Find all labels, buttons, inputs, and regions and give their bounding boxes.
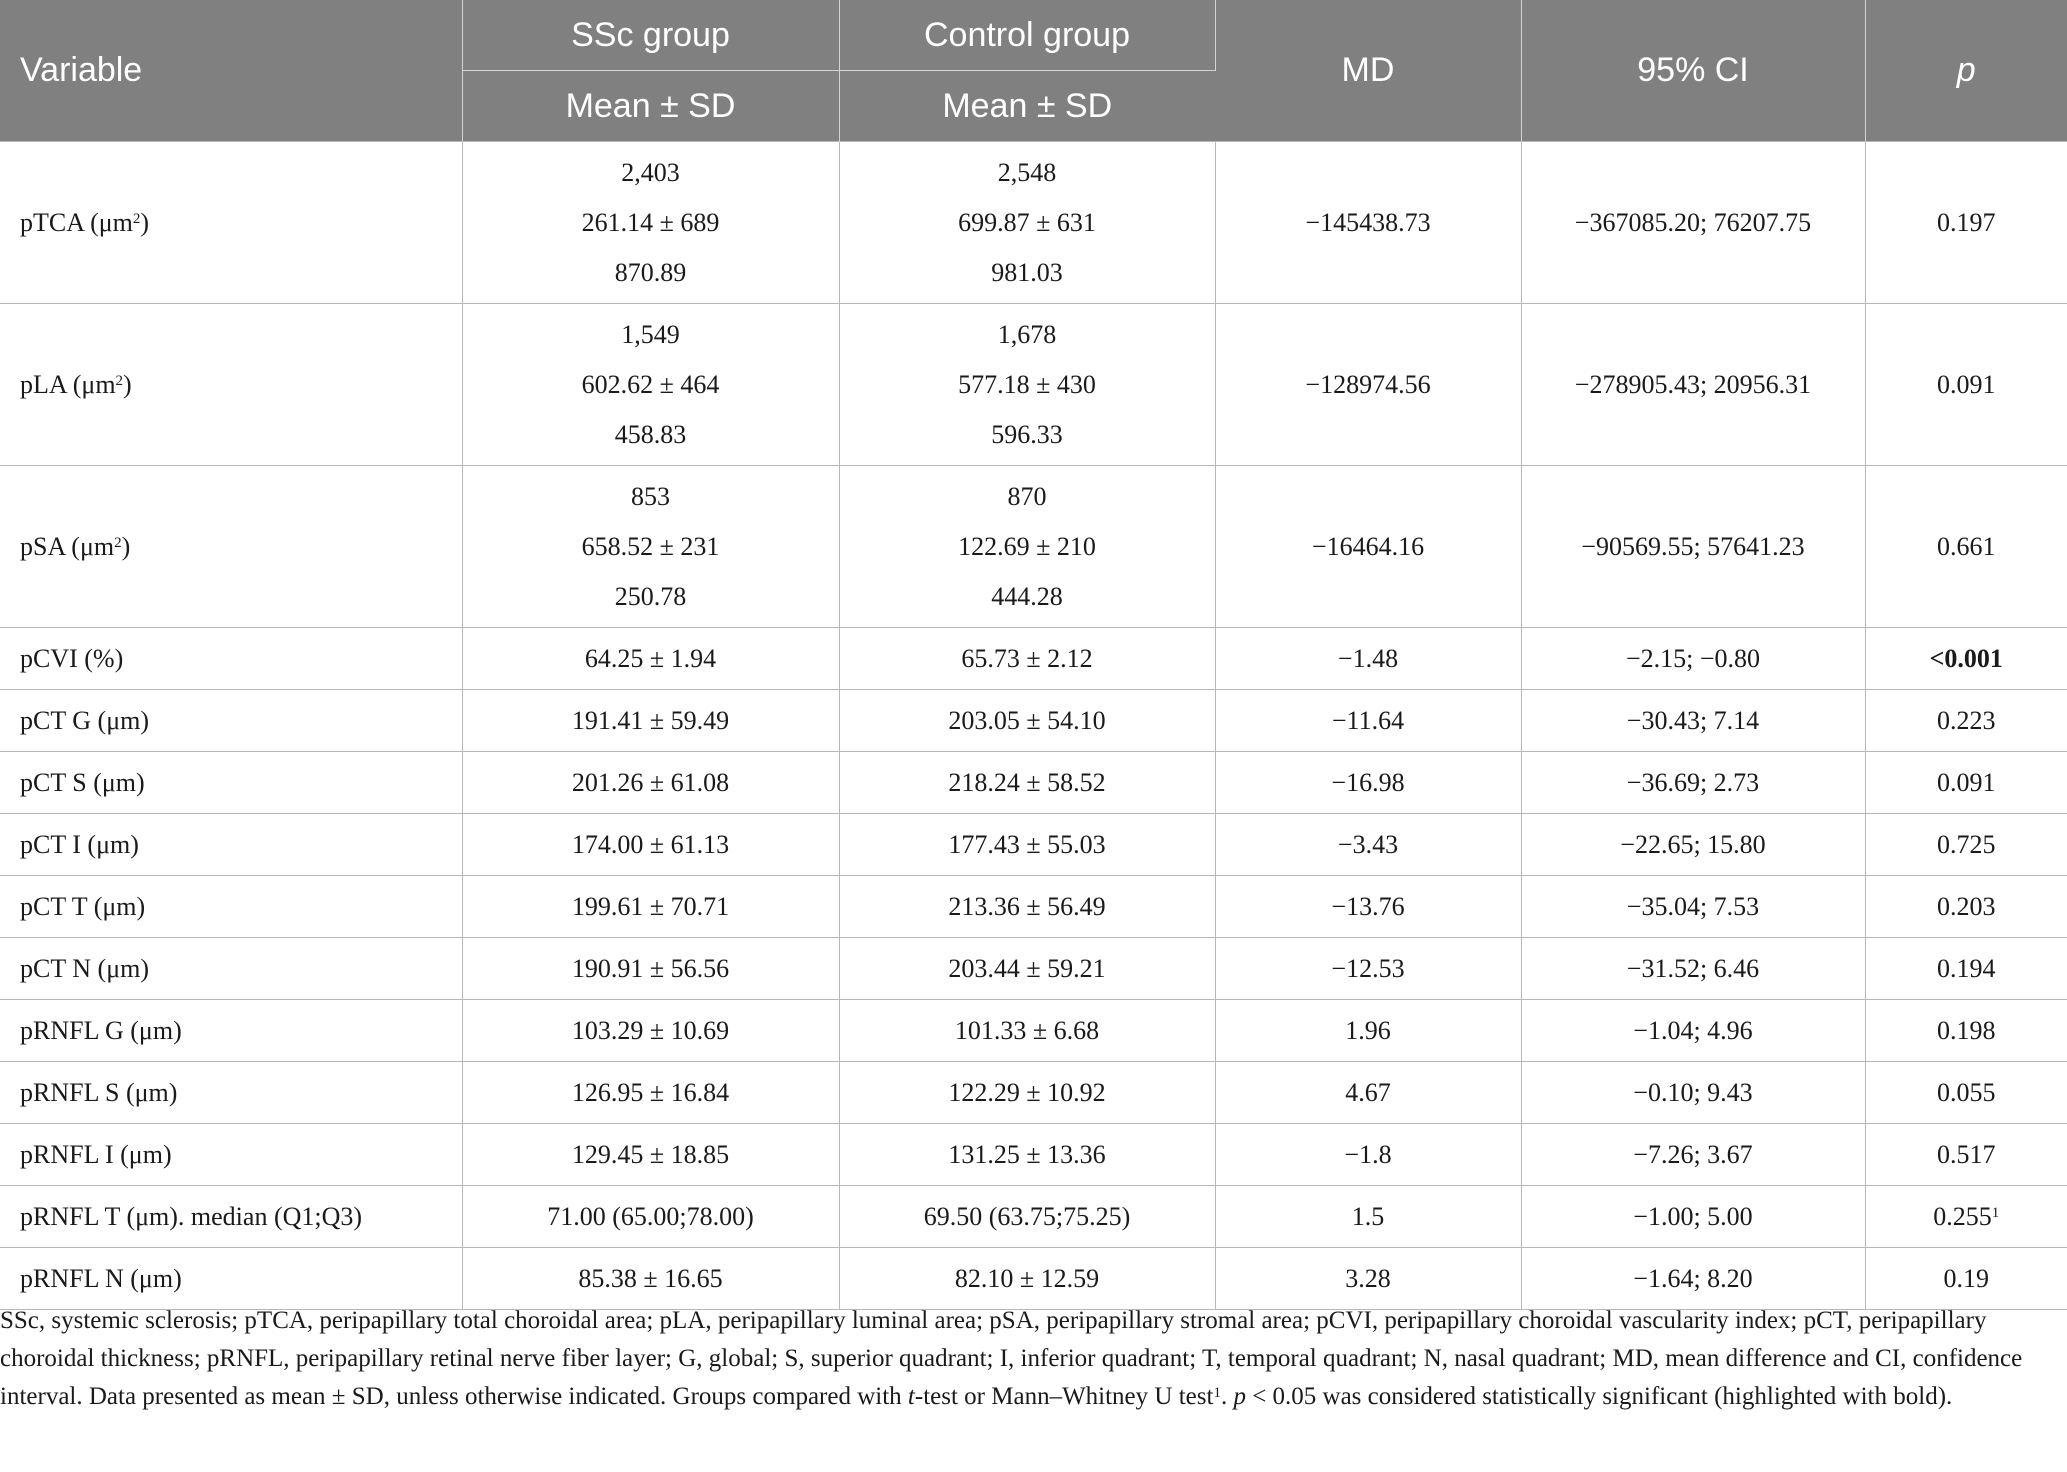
control-value-line: 122.69 ± 210 (958, 531, 1096, 561)
ci-cell: −90569.55; 57641.23 (1521, 466, 1865, 628)
unit-superscript: 2 (114, 534, 122, 551)
ssc-value-cell (462, 466, 839, 628)
variable-close: ) (140, 207, 150, 237)
ssc-value-cell: 103.29 ± 10.69 (462, 1000, 839, 1062)
control-value-cell: 69.50 (63.75;75.25) (839, 1186, 1215, 1248)
control-value-cell (839, 304, 1215, 466)
variable-name: pSA (μm (20, 531, 115, 561)
p-value-cell: 0.055 (1865, 1062, 2067, 1124)
header-ssc-group: SSc group (462, 0, 839, 71)
ci-cell: −36.69; 2.73 (1521, 752, 1865, 814)
ssc-value-cell: 199.61 ± 70.71 (462, 876, 839, 938)
md-cell: 3.28 (1215, 1248, 1521, 1310)
footnote-text-3: . (1220, 1383, 1234, 1410)
table-footnote (0, 1302, 2060, 1416)
table-row (0, 304, 2067, 466)
control-value-line: 596.33 (991, 419, 1063, 449)
table-row (0, 814, 2067, 876)
ssc-value-cell: 191.41 ± 59.49 (462, 690, 839, 752)
control-value-line: 870 (1007, 481, 1047, 511)
header-control-group: Control group (839, 0, 1215, 71)
ssc-value-cell: 174.00 ± 61.13 (462, 814, 839, 876)
variable-cell: pRNFL I (μm) (0, 1124, 462, 1186)
control-value-cell (839, 466, 1215, 628)
md-cell: 1.5 (1215, 1186, 1521, 1248)
control-value-line: 577.18 ± 430 (958, 369, 1096, 399)
ssc-value-cell: 85.38 ± 16.65 (462, 1248, 839, 1310)
control-value-cell: 82.10 ± 12.59 (839, 1248, 1215, 1310)
table-row (0, 876, 2067, 938)
variable-cell (0, 142, 462, 304)
ci-cell: −1.64; 8.20 (1521, 1248, 1865, 1310)
ssc-value-line: 602.62 ± 464 (581, 369, 720, 399)
footnote-text-2: -test or Mann–Whitney U test (914, 1383, 1214, 1410)
ci-cell: −367085.20; 76207.75 (1521, 142, 1865, 304)
variable-name: pLA (μm (20, 369, 116, 399)
variable-cell: pCT I (μm) (0, 814, 462, 876)
p-value-cell: 0.19 (1865, 1248, 2067, 1310)
table-body (0, 142, 2067, 1310)
control-value-cell: 203.05 ± 54.10 (839, 690, 1215, 752)
table-row (0, 1124, 2067, 1186)
table-row (0, 628, 2067, 690)
table-row (0, 752, 2067, 814)
ssc-value-cell (462, 142, 839, 304)
p-value-cell: 0.197 (1865, 142, 2067, 304)
table-header (0, 0, 2067, 142)
unit-superscript: 2 (115, 372, 124, 389)
table-row (0, 466, 2067, 628)
control-value-cell: 213.36 ± 56.49 (839, 876, 1215, 938)
p-value-cell: 0.223 (1865, 690, 2067, 752)
md-cell: −128974.56 (1215, 304, 1521, 466)
md-cell: −1.8 (1215, 1124, 1521, 1186)
md-cell: −12.53 (1215, 938, 1521, 1000)
md-cell: −1.48 (1215, 628, 1521, 690)
footnote-text-4: < 0.05 was considered statistically significant (highlighted with bold). (1245, 1383, 1953, 1410)
p-value-cell: 0.725 (1865, 814, 2067, 876)
ssc-value-line: 458.83 (614, 419, 687, 449)
p-value-cell: 0.203 (1865, 876, 2067, 938)
p-value-cell: <0.001 (1865, 628, 2067, 690)
ci-cell: −30.43; 7.14 (1521, 690, 1865, 752)
footnote-p-italic: p (1233, 1383, 1246, 1410)
table-row (0, 1062, 2067, 1124)
ssc-value-line: 2,403 (621, 157, 680, 187)
variable-cell: pRNFL T (μm). median (Q1;Q3) (0, 1186, 462, 1248)
variable-cell: pCVI (%) (0, 628, 462, 690)
ci-cell: −35.04; 7.53 (1521, 876, 1865, 938)
p-value-cell: 0.517 (1865, 1124, 2067, 1186)
variable-cell: pRNFL N (μm) (0, 1248, 462, 1310)
header-md: MD (1215, 0, 1521, 142)
p-value-cell: 0.194 (1865, 938, 2067, 1000)
ssc-value-cell: 64.25 ± 1.94 (462, 628, 839, 690)
control-value-cell: 131.25 ± 13.36 (839, 1124, 1215, 1186)
control-value-cell: 177.43 ± 55.03 (839, 814, 1215, 876)
ci-cell: −1.00; 5.00 (1521, 1186, 1865, 1248)
ssc-value-cell: 201.26 ± 61.08 (462, 752, 839, 814)
ci-cell: −22.65; 15.80 (1521, 814, 1865, 876)
variable-close: ) (123, 369, 132, 399)
footnote-t-italic: t (907, 1383, 915, 1410)
control-value-line: 444.28 (991, 581, 1063, 611)
md-cell: −3.43 (1215, 814, 1521, 876)
ssc-value-line: 853 (631, 481, 670, 511)
p-value-cell: 0.661 (1865, 466, 2067, 628)
header-control-mean-sd: Mean ± SD (839, 71, 1215, 142)
p-value-cell: 0.091 (1865, 752, 2067, 814)
p-value: 0.255 (1933, 1201, 1992, 1231)
ssc-value-cell: 190.91 ± 56.56 (462, 938, 839, 1000)
table-row (0, 938, 2067, 1000)
ci-cell: −278905.43; 20956.31 (1521, 304, 1865, 466)
table-row (0, 1248, 2067, 1310)
variable-close: ) (121, 531, 131, 561)
ci-cell: −31.52; 6.46 (1521, 938, 1865, 1000)
p-superscript: 1 (1991, 1204, 2000, 1221)
variable-cell: pCT G (μm) (0, 690, 462, 752)
table-row (0, 1000, 2067, 1062)
control-value-line: 1,678 (997, 319, 1057, 349)
header-ssc-mean-sd: Mean ± SD (462, 71, 839, 142)
ssc-value-cell: 129.45 ± 18.85 (462, 1124, 839, 1186)
control-value-line: 699.87 ± 631 (958, 207, 1096, 237)
variable-cell: pRNFL G (μm) (0, 1000, 462, 1062)
ci-cell: −0.10; 9.43 (1521, 1062, 1865, 1124)
ssc-value-line: 870.89 (614, 257, 687, 287)
unit-superscript: 2 (132, 210, 141, 227)
ssc-value-cell: 71.00 (65.00;78.00) (462, 1186, 839, 1248)
footnote-superscript: 1 (1213, 1385, 1221, 1401)
table-row (0, 1186, 2067, 1248)
control-value-cell (839, 142, 1215, 304)
p-value-cell (1865, 1186, 2067, 1248)
variable-cell: pCT N (μm) (0, 938, 462, 1000)
ssc-value-line: 261.14 ± 689 (581, 207, 720, 237)
control-value-cell: 65.73 ± 2.12 (839, 628, 1215, 690)
control-value-cell: 218.24 ± 58.52 (839, 752, 1215, 814)
table-row (0, 142, 2067, 304)
table-row (0, 690, 2067, 752)
md-cell: −13.76 (1215, 876, 1521, 938)
p-value-cell: 0.091 (1865, 304, 2067, 466)
md-cell: −16.98 (1215, 752, 1521, 814)
ssc-value-line: 658.52 ± 231 (581, 531, 720, 561)
header-variable: Variable (0, 0, 462, 142)
control-value-cell: 203.44 ± 59.21 (839, 938, 1215, 1000)
variable-cell: pCT T (μm) (0, 876, 462, 938)
variable-cell (0, 304, 462, 466)
md-cell: 1.96 (1215, 1000, 1521, 1062)
variable-name: pTCA (μm (20, 207, 133, 237)
ssc-value-line: 1,549 (621, 319, 680, 349)
ci-cell: −2.15; −0.80 (1521, 628, 1865, 690)
control-value-cell: 101.33 ± 6.68 (839, 1000, 1215, 1062)
ssc-value-line: 250.78 (614, 581, 687, 611)
md-cell: 4.67 (1215, 1062, 1521, 1124)
footnote-text: SSc, systemic sclerosis; pTCA, peripapillary total choroidal area; pLA, peripapillary luminal area; pSA, peripapillary stromal area; pCVI, peripapillary choroidal vascularity index; pCT, peripapillary choroidal thickness; pRNFL, peripapillary retinal nerve fiber layer; G, global; S, superior quadrant; I, inferior quadrant; T, temporal quadrant; N, nasal quadrant; MD, mean difference and CI, confidence interval. Data presented as mean ± SD, unless otherwise indicated. Groups compared with (0, 1307, 2023, 1410)
header-p: p (1865, 0, 2067, 142)
md-cell: −145438.73 (1215, 142, 1521, 304)
md-cell: −11.64 (1215, 690, 1521, 752)
ci-cell: −7.26; 3.67 (1521, 1124, 1865, 1186)
ci-cell: −1.04; 4.96 (1521, 1000, 1865, 1062)
p-value-cell: 0.198 (1865, 1000, 2067, 1062)
variable-cell: pCT S (μm) (0, 752, 462, 814)
control-value-line: 2,548 (997, 157, 1057, 187)
variable-cell: pRNFL S (μm) (0, 1062, 462, 1124)
control-value-line: 981.03 (991, 257, 1063, 287)
variable-cell (0, 466, 462, 628)
ssc-value-cell: 126.95 ± 16.84 (462, 1062, 839, 1124)
ssc-value-cell (462, 304, 839, 466)
control-value-cell: 122.29 ± 10.92 (839, 1062, 1215, 1124)
md-cell: −16464.16 (1215, 466, 1521, 628)
header-ci: 95% CI (1521, 0, 1865, 142)
